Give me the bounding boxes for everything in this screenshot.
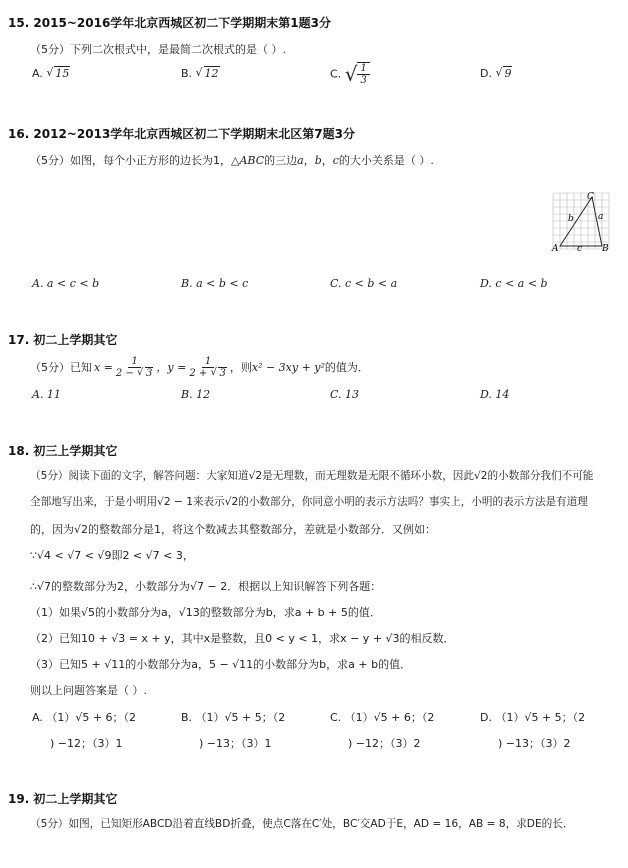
q17-stem: （5分）已知 x = $\frac{1}{2 - √ 3}$ ，y = $\frac{1}{2 + √ 3}$ ，则 x² − 3xy + y² 的值为．: [30, 352, 369, 382]
q15-title: 15. 2015~2016学年北京西城区初二下学期期末第1题3分: [8, 16, 331, 30]
q17-title: 17. 初二上学期其它: [8, 333, 118, 347]
q16-title: 16. 2012~2013学年北京西城区初二下学期期末北区第7题3分: [8, 127, 355, 141]
q17-option-a[interactable]: A. 11: [32, 388, 61, 401]
q15-option-a[interactable]: A. √ 15: [32, 67, 70, 80]
q16-label-b-side: b: [568, 214, 574, 224]
q15-option-b[interactable]: B. √ 12: [181, 67, 220, 80]
q17-option-c[interactable]: C. 13: [330, 388, 360, 401]
q18-option-b[interactable]: B. （1）√5 + 5；（2 ) −13；（3）1: [181, 711, 286, 750]
q15-option-a-value: √ 15: [46, 67, 70, 80]
q15-option-c-radical: √: [344, 62, 358, 86]
q19-title: 19. 初二上学期其它: [8, 792, 118, 806]
q18-text-line-6: （1）如果√5的小数部分为a，√13的整数部分为b，求a + b + 5的值．: [30, 606, 381, 619]
q15-option-d-value: √ 9: [495, 67, 512, 80]
q16-option-c[interactable]: C. c < b < a: [330, 277, 398, 290]
q15-option-c[interactable]: C. √ $\frac{1}{3}$: [330, 62, 370, 86]
q16-label-a-vertex: A: [552, 244, 559, 254]
q18-title: 18. 初三上学期其它: [8, 444, 118, 458]
q18-text-line-3: 的，因为√2的整数部分是1，将这个数减去其整数部分，差就是小数部分．又例如：: [30, 523, 437, 536]
q16-label-c-side: c: [577, 244, 583, 254]
q15-option-b-value: √ 12: [196, 67, 220, 80]
q16-option-d[interactable]: D. c < a < b: [480, 277, 548, 290]
q18-text-line-9: 则以上问题答案是（ ）.: [30, 684, 147, 697]
q17-option-b[interactable]: B. 12: [181, 388, 211, 401]
q18-text-line-2: 全部地写出来，于是小明用√2 − 1来表示√2的小数部分，你同意小明的表示方法吗？事实上，小明的表示方法是有道理: [30, 496, 588, 508]
q15-option-d[interactable]: D. √ 9: [480, 67, 512, 80]
q15-option-c-fraction: $\frac{1}{3}$: [357, 62, 369, 86]
q18-text-line-1: （5分）阅读下面的文字，解答问题：大家知道√2是无理数，而无理数是无限不循环小数，因此√2的小数部分我们不可能: [30, 470, 594, 482]
q16-grid-triangle-figure: [548, 188, 614, 254]
q16-option-a[interactable]: A. a < c < b: [32, 277, 100, 290]
q18-text-line-8: （3）已知5 + √11的小数部分为a，5 − √11的小数部分为b，求a + b的值．: [30, 658, 412, 671]
q19-stem: （5分）如图，已知矩形ABCD沿着直线BD折叠，使点C落在C′处，BC′交AD于E，AD = 16，AB = 8，求DE的长．: [30, 818, 574, 830]
q18-text-line-7: （2）已知10 + √3 = x + y，其中x是整数，且0 < y < 1，求x − y + √3的相反数．: [30, 632, 455, 645]
q18-text-line-4: ∵√4 < √7 < √9即2 < √7 < 3，: [30, 549, 194, 562]
q16-stem: （5分）如图，每个小正方形的边长为1，△ABC的三边a，b，c的大小关系是（ ）.: [30, 154, 434, 167]
q17-fraction-x: $\frac{1}{2 - √ 3}$: [116, 356, 153, 379]
q16-option-b[interactable]: B. a < b < c: [181, 277, 249, 290]
q18-option-a[interactable]: A. （1）√5 + 6；（2 ) −12；（3）1: [32, 711, 137, 750]
q17-fraction-y: $\frac{1}{2 + √ 3}$: [189, 356, 226, 379]
q16-label-b-vertex: B: [602, 244, 609, 254]
q18-option-c[interactable]: C. （1）√5 + 6；（2 ) −12；（3）2: [330, 711, 435, 750]
q16-label-c-vertex: C: [587, 192, 594, 202]
q17-option-d[interactable]: D. 14: [480, 388, 510, 401]
q15-stem: （5分）下列二次根式中，是最简二次根式的是（ ）.: [30, 43, 286, 56]
q18-option-d[interactable]: D. （1）√5 + 5；（2 ) −13；（3）2: [480, 711, 586, 750]
q16-label-a-side: a: [598, 212, 604, 222]
q18-text-line-5: ∴√7的整数部分为2，小数部分为√7 − 2．根据以上知识解答下列各题：: [30, 580, 382, 593]
